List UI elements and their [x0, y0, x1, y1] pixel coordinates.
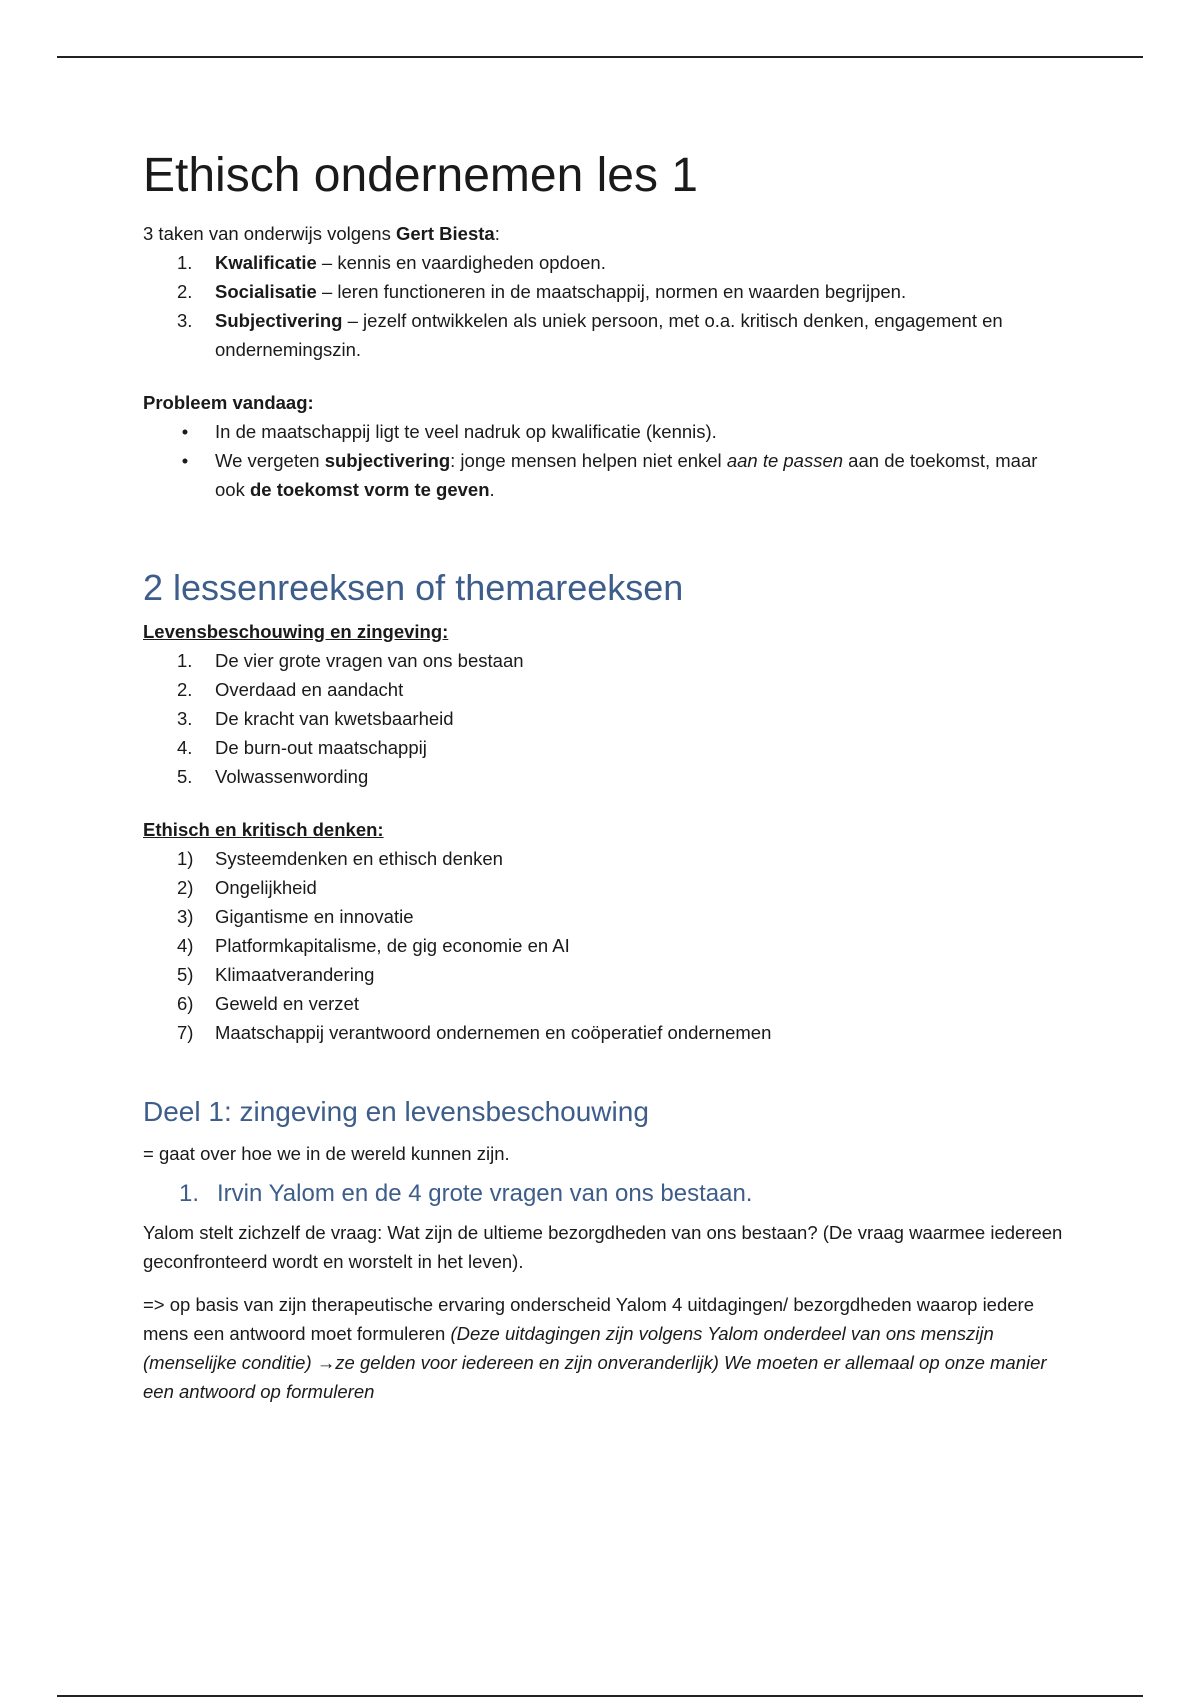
intro-before: 3 taken van onderwijs volgens	[143, 222, 396, 244]
list-number: 3.	[177, 309, 193, 331]
problem-list	[143, 417, 1063, 504]
group1-label: Levensbeschouwing en zingeving:	[143, 620, 449, 642]
task-term: Kwalificatie	[215, 251, 317, 273]
header-rule	[57, 56, 1143, 58]
intro-author: Gert Biesta	[395, 222, 495, 244]
list-item: 5. Volwassenwording	[177, 765, 369, 787]
subsection-heading-yalom	[143, 1180, 1063, 1209]
list-item	[143, 277, 1063, 306]
list-item: 3. De kracht van kwetsbaarheid	[177, 707, 454, 729]
list-item	[143, 417, 1063, 446]
task-term: Subjectivering	[215, 309, 343, 331]
task-desc: – leren functioneren in de maatschappij, normen en waarden begrijpen.	[316, 280, 907, 302]
page-title: Ethisch ondernemen les 1	[143, 149, 698, 202]
list-item: 5) Klimaatverandering	[177, 963, 375, 985]
task-desc: – kennis en vaardigheden opdoen.	[316, 251, 606, 273]
list-item: 4) Platformkapitalisme, de gig economie en AI	[177, 934, 570, 956]
list-item	[143, 248, 1063, 277]
task-desc: – jezelf ontwikkelen als uniek persoon, met o.a. kritisch denken, engagement en ondernemingszin.	[215, 309, 1003, 360]
list-number: 2.	[177, 280, 193, 302]
list-item	[143, 306, 1063, 364]
subsection-number: 1.	[179, 1179, 200, 1207]
yalom-paragraph-1: Yalom stelt zichzelf de vraag: Wat zijn de ultieme bezorgdheden van ons bestaan? (De vraag waarmee iedereen geconfronteerd wordt en worstelt in het leven).	[143, 1222, 1063, 1273]
group2-list	[143, 844, 1063, 1047]
problem-heading: Probleem vandaag:	[143, 391, 314, 413]
para2-normal: => op basis van zijn therapeutische ervaring onderscheid Yalom 4 uitdagingen/ bezorgdheden waarop iedere mens een antwoord moet formuleren	[143, 1294, 1034, 1345]
list-number: 1.	[177, 251, 193, 273]
list-item: 2) Ongelijkheid	[177, 876, 317, 898]
bullet-icon: •	[181, 449, 189, 471]
subsection-title: Irvin Yalom en de 4 grote vragen van ons bestaan.	[217, 1179, 753, 1207]
group2-label: Ethisch en kritisch denken:	[143, 818, 384, 840]
problem-bullet-1: In de maatschappij ligt te veel nadruk op kwalificatie (kennis).	[215, 420, 717, 442]
group1-list	[143, 646, 1063, 791]
list-item: 1. De vier grote vragen van ons bestaan	[177, 649, 524, 671]
list-item: 2. Overdaad en aandacht	[177, 678, 404, 700]
yalom-paragraph-2	[143, 1290, 1063, 1406]
intro-after: :	[494, 222, 500, 244]
list-item: 6) Geweld en verzet	[177, 992, 359, 1014]
footer-rule	[57, 1695, 1143, 1697]
problem-bullet-2: We vergeten subjectivering: jonge mensen helpen niet enkel aan te passen aan de toekomst, maar ook de toekomst vorm te geven.	[215, 449, 1038, 500]
intro-text	[143, 219, 1063, 248]
biesta-tasks-list	[143, 248, 1063, 364]
list-item: 4. De burn-out maatschappij	[177, 736, 427, 758]
list-item: 1) Systeemdenken en ethisch denken	[177, 847, 503, 869]
para2-italic: (Deze uitdagingen zijn volgens Yalom onderdeel van ons menszijn (menselijke conditie) →ze gelden voor iedereen en zijn onveranderlijk) We moeten er allemaal op onze manier een antwoord op formuleren	[143, 1323, 1047, 1403]
list-item	[143, 446, 1063, 504]
document-page	[143, 150, 1063, 1406]
list-item: 3) Gigantisme en innovatie	[177, 905, 414, 927]
bullet-icon: •	[181, 420, 189, 442]
deel1-definition: = gaat over hoe we in de wereld kunnen zijn.	[143, 1142, 510, 1164]
list-item: 7) Maatschappij verantwoord ondernemen en coöperatief ondernemen	[177, 1021, 772, 1043]
section-heading-series: 2 lessenreeksen of themareeksen	[143, 566, 684, 608]
section-heading-deel1: Deel 1: zingeving en levensbeschouwing	[143, 1095, 649, 1127]
task-term: Socialisatie	[215, 280, 317, 302]
